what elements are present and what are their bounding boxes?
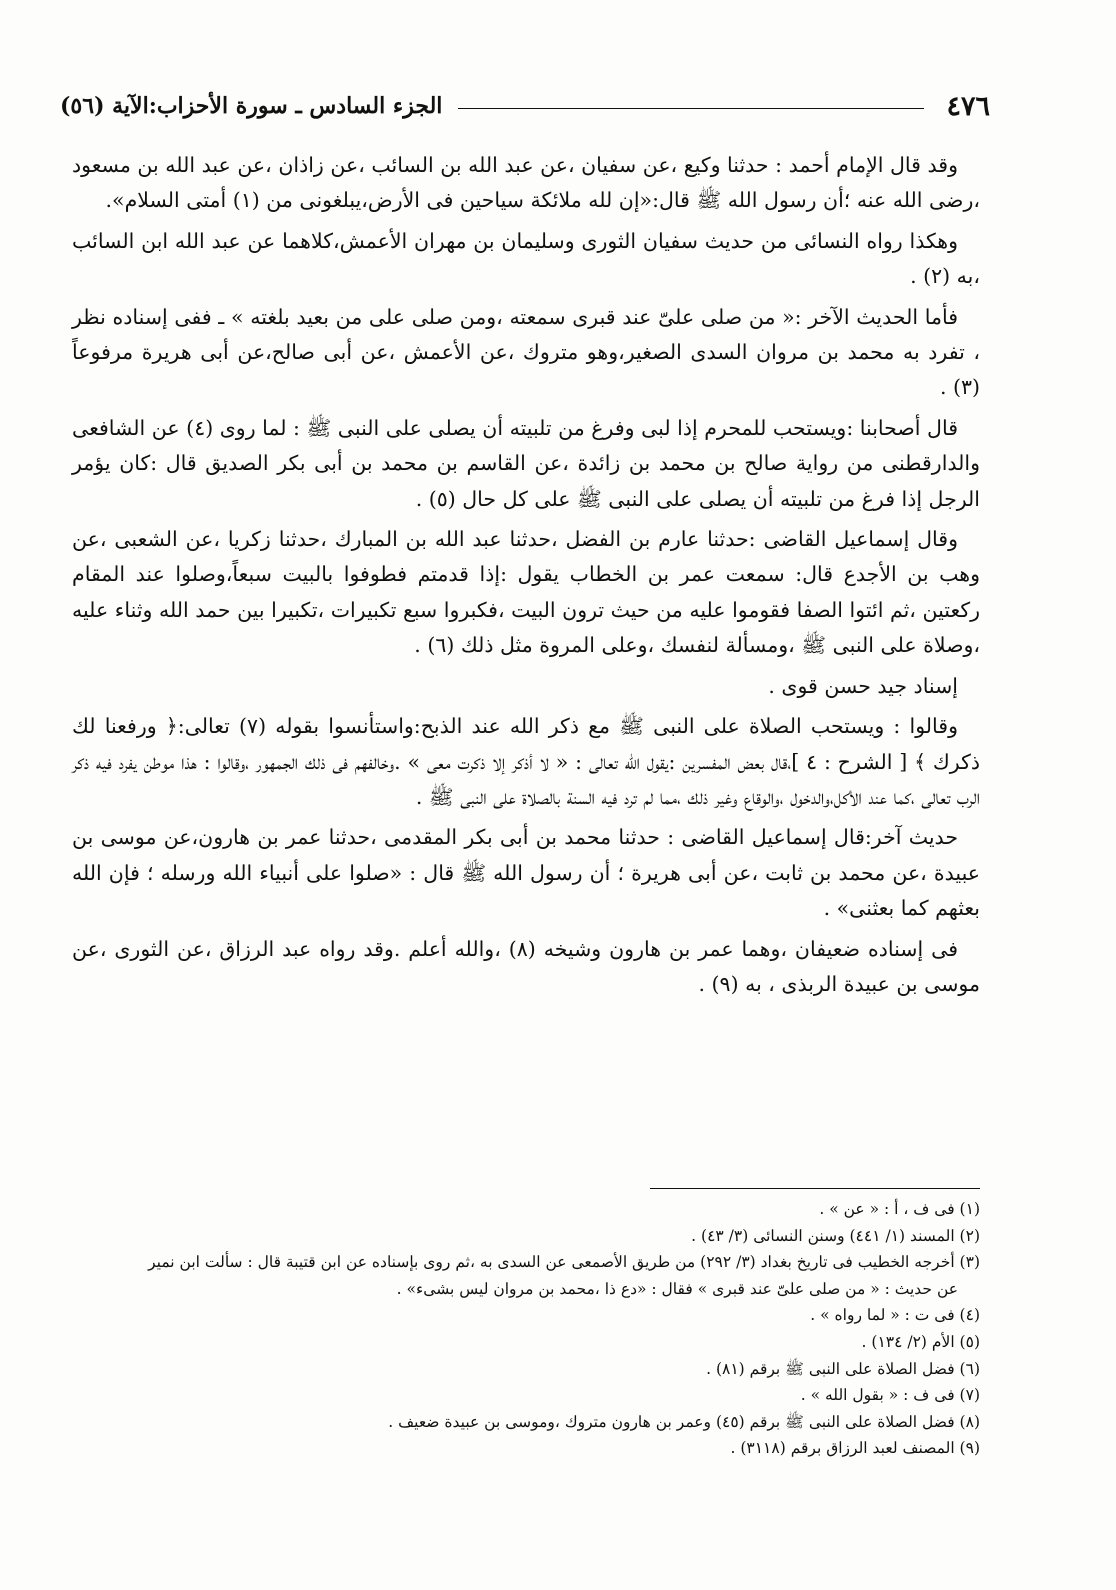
paragraph-8: حديث آخر:قال إسماعيل القاضى : حدثنا محمد بن أبى بكر المقدمى ،حدثنا عمر بن هارون،عن موسى بن عبيدة ،عن محمد بن ثابت ،عن أبى هريرة ؛ أن رسول الله ﷺ قال : «صلوا على أنبياء الله ورسله ؛ فإن الله بعثهم كما بعثنى» . [72, 825, 980, 921]
footnote-1: (١) فى ف ، أ : « عن » . [819, 1200, 980, 1218]
footnote-3: (٣) أخرجه الخطيب فى تاريخ بغداد (٣/ ٢٩٢) من طريق الأصمعى عن السدى به ،ثم روى بإسناده عن ابن قتيبة قال : سألت ابن نمير [148, 1253, 980, 1272]
paragraph-6: إسناد جيد حسن قوى . [768, 673, 958, 698]
footnotes [72, 1196, 980, 1462]
footnote-6: (٦) فضل الصلاة على النبى ﷺ برقم (٨١) . [706, 1359, 980, 1378]
footnote-4: (٤) فى ت : « لما رواه » . [810, 1306, 980, 1325]
main-text [72, 148, 980, 1007]
footnote-9: (٩) المصنف لعبد الرزاق برقم (٣١١٨) . [730, 1439, 980, 1458]
paragraph-5: وقال إسماعيل القاضى :حدثنا عارم بن الفضل ،حدثنا عبد الله بن المبارك ،حدثنا زكريا ،عن الشعبى ،عن وهب بن الأجدع قال: سمعت عمر بن الخطاب يقول :إذا قدمتم فطوفوا بالبيت سبعاً،وصلوا عند المقام ركعتين ،ثم ائتوا الصفا فقوموا عليه من حيث ترون البيت ،فكبروا سبع تكبيرات ،تكبيرا بين حمد الله وثناء عليه ،وصلاة على النبى ﷺ ،ومسألة لنفسك ،وعلى المروة مثل ذلك (٦) . [72, 527, 980, 658]
footnote-8: (٨) فضل الصلاة على النبى ﷺ برقم (٤٥) وعمر بن هارون متروك ،وموسى بن عبيدة ضعيف . [388, 1412, 980, 1431]
page-header [60, 86, 990, 126]
paragraph-9: فى إسناده ضعيفان ،وهما عمر بن هارون وشيخه (٨) ،والله أعلم .وقد رواه عبد الرزاق ،عن الثورى ،عن موسى بن عبيدة الربذى ، به (٩) . [72, 936, 980, 996]
footnote-5: (٥) الأم (٢/ ١٣٤) . [861, 1332, 980, 1351]
page-number: ٤٧٦ [946, 90, 990, 122]
header-rule [458, 108, 924, 109]
footnote-3-continued: عن حديث : « من صلى علىّ عند قبرى » فقال : «دع ذا ،محمد بن مروان ليس بشىء» . [396, 1279, 958, 1298]
footnote-separator [650, 1188, 980, 1189]
paragraph-4: قال أصحابنا :ويستحب للمحرم إذا لبى وفرغ من تلبيته أن يصلى على النبى ﷺ : لما روى (٤) عن الشافعى والدارقطنى من رواية صالح بن محمد بن زائدة ،عن القاسم بن محمد بن أبى بكر الصديق قال :كان يؤمر الرجل إذا فرغ من تلبيته أن يصلى على النبى ﷺ على كل حال (٥) . [72, 415, 980, 511]
paragraph-2: وهكذا رواه النسائى من حديث سفيان الثورى وسليمان بن مهران الأعمش،كلاهما عن عبد الله ابن السائب ،به (٢) . [72, 228, 980, 289]
paragraph-1: وقد قال الإمام أحمد : حدثنا وكيع ،عن سفيان ،عن عبد الله بن السائب ،عن زاذان ،عن عبد الله بن مسعود ،رضى الله عنه ؛أن رسول الله ﷺ قال:«إن لله ملائكة سياحين فى الأرض،يبلغونى من (١) أمتى السلام». [72, 153, 980, 213]
paragraph-3: فأما الحديث الآخر :« من صلى علىّ عند قبرى سمعته ،ومن صلى على من بعيد بلغته » ـ ففى إسناده نظر ، تفرد به محمد بن مروان السدى الصغير،وهو متروك ،عن الأعمش ،عن أبى صالح،عن أبى هريرة مرفوعاً (٣) . [72, 304, 980, 400]
paragraph-7: وقالوا : ويستحب الصلاة على النبى ﷺ مع ذكر الله عند الذبح:واستأنسوا بقوله (٧) تعالى:﴿ ورفعنا لك ذكرك ﴾ [ الشرح : ٤ ]،قال بعض المفسرين :يقول الله تعالى : « لا أذكر إلا ذكرت معى » .وخالفهم فى ذلك الجمهور ،وقالوا : هذا موطن يفرد فيه ذكر الرب تعالى ،كما عند الأكل،والدخول ،والوقاع وغير ذلك ،مما لم ترد فيه السنة بالصلاة على النبى ﷺ . [72, 714, 981, 809]
footnote-7: (٧) فى ف : « بقول الله » . [800, 1386, 980, 1405]
footnote-2: (٢) المسند (١/ ٤٤١) وسنن النسائى (٣/ ٤٣) . [691, 1226, 980, 1245]
running-title: الجزء السادس ـ سورة الأحزاب:الآية (٥٦) [60, 93, 443, 119]
